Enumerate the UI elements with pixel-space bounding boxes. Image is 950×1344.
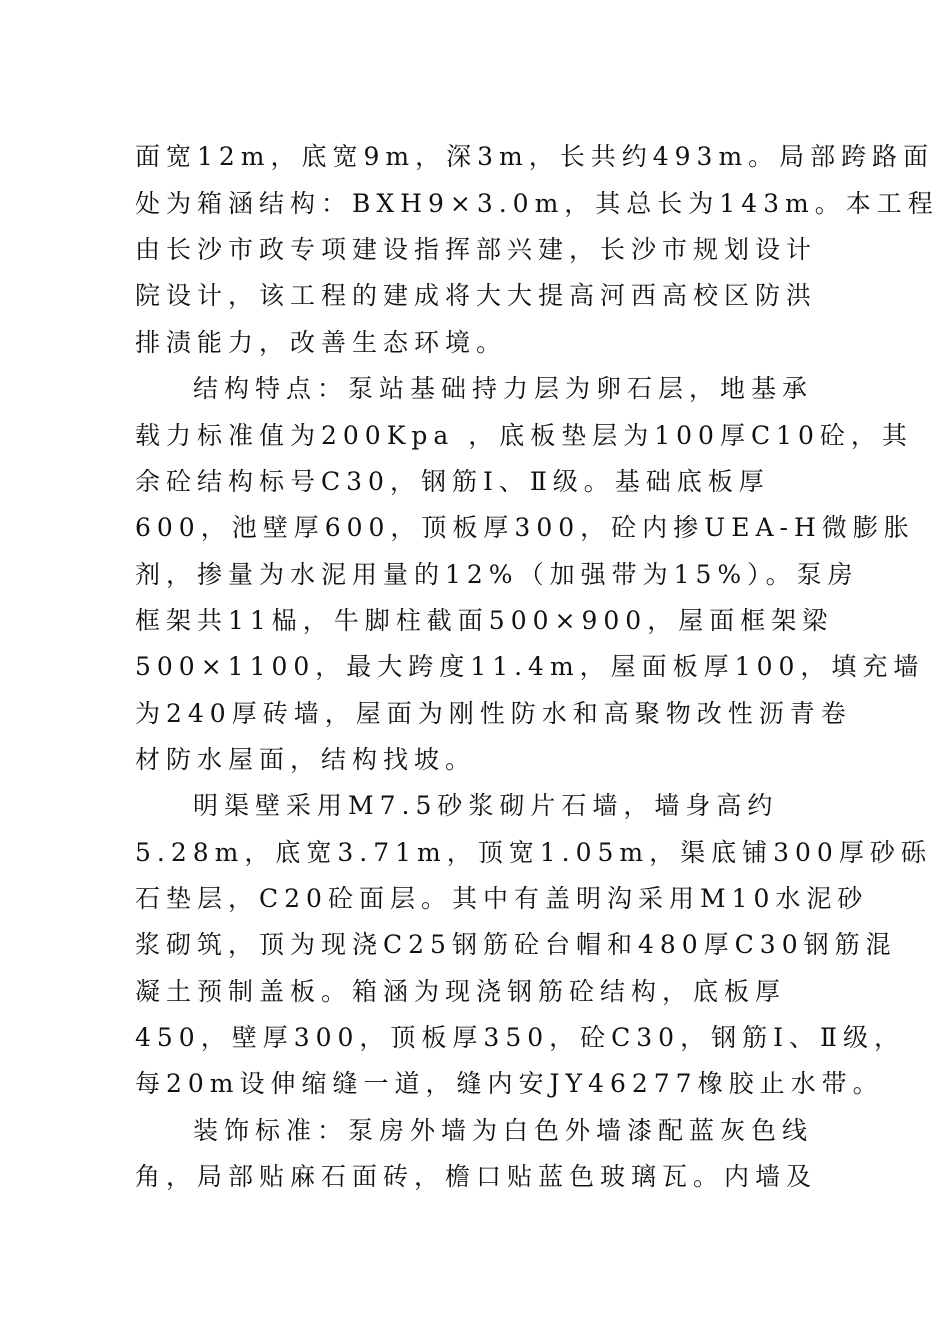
- text-line: 余砼结构标号C30，钢筋Ⅰ、Ⅱ级。基础底板厚: [135, 467, 770, 496]
- text-line: 排渍能力，改善生态环境。: [135, 328, 508, 357]
- text-line: 为240厚砖墙，屋面为刚性防水和高聚物改性沥青卷: [135, 699, 852, 728]
- text-line: 处为箱涵结构：BXH9×3.0m，其总长为143m。本工程: [135, 189, 939, 218]
- text-line: 600，池壁厚600，顶板厚300，砼内掺UEA-H微膨胀: [135, 513, 915, 542]
- paragraph-start-line: 结构特点：泵站基础持力层为卵石层，地基承: [193, 374, 814, 403]
- text-line: 载力标准值为200Kpa ，底板垫层为100厚C10砼，其: [135, 421, 913, 450]
- text-line: 剂，掺量为水泥用量的12%（加强带为15%）。泵房: [135, 560, 859, 589]
- text-line: 石垫层，C20砼面层。其中有盖明沟采用M10水泥砂: [135, 884, 869, 913]
- text-line: 500×1100，最大跨度11.4m，屋面板厚100，填充墙: [135, 652, 925, 681]
- text-line: 由长沙市政专项建设指挥部兴建，长沙市规划设计: [135, 235, 818, 264]
- text-line: 角，局部贴麻石面砖，檐口贴蓝色玻璃瓦。内墙及: [135, 1162, 818, 1191]
- text-line: 凝土预制盖板。箱涵为现浇钢筋砼结构，底板厚: [135, 977, 787, 1006]
- text-line: 450，壁厚300，顶板厚350，砼C30，钢筋Ⅰ、Ⅱ级，: [135, 1023, 905, 1052]
- text-line: 每20m设伸缩缝一道，缝内安JY46277橡胶止水带。: [135, 1069, 884, 1098]
- text-line: 材防水屋面，结构找坡。: [135, 745, 477, 774]
- text-line: 5.28m，底宽3.71m，顶宽1.05m，渠底铺300厚砂砾: [135, 838, 932, 867]
- paragraph-start-line: 装饰标准：泵房外墙为白色外墙漆配蓝灰色线: [193, 1116, 814, 1145]
- text-line: 浆砌筑，顶为现浇C25钢筋砼台帽和480厚C30钢筋混: [135, 930, 897, 959]
- text-line: 院设计，该工程的建成将大大提高河西高校区防洪: [135, 281, 818, 310]
- paragraph-start-line: 明渠壁采用M7.5砂浆砌片石墙，墙身高约: [193, 791, 779, 820]
- text-line: 面宽12m，底宽9m，深3m，长共约493m。局部跨路面: [135, 142, 935, 171]
- text-line: 框架共11榀，牛脚柱截面500×900，屋面框架梁: [135, 606, 834, 635]
